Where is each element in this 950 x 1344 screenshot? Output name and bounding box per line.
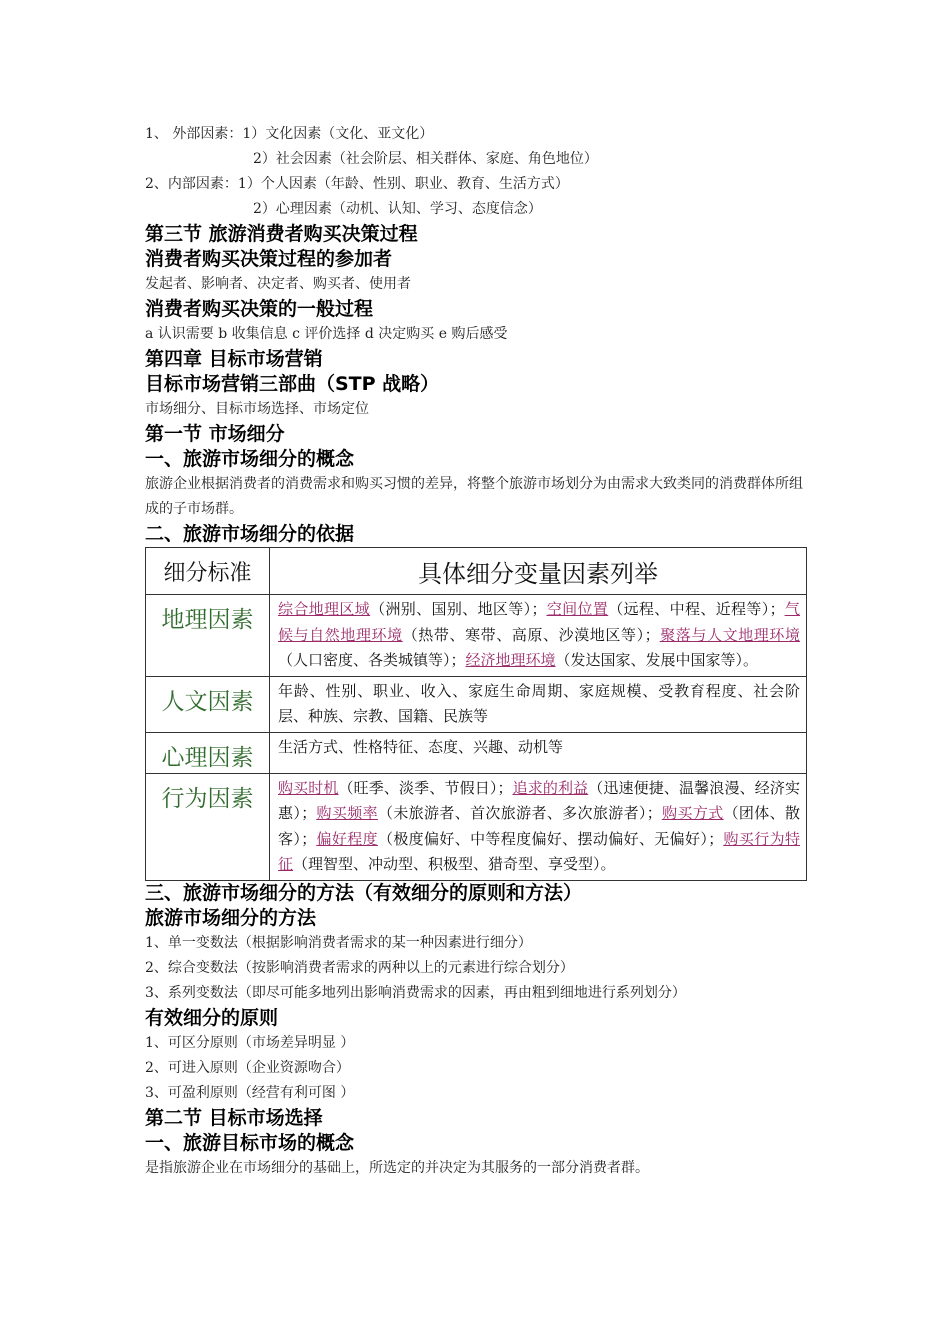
variable-detail: （热带、寒带、高原、沙漠地区等）；	[402, 625, 660, 644]
variable-keyword: 购买频率	[316, 804, 378, 822]
factor-line-2: 2）社会因素（社会阶层、相关群体、家庭、角色地位）	[253, 151, 598, 167]
variables-cell	[270, 773, 807, 880]
methods-subheading: 旅游市场细分的方法	[145, 906, 317, 929]
variable-detail: （发达国家、发展中国家等）。	[555, 651, 759, 669]
segmentation-concept-text: 旅游企业根据消费者的消费需求和购买习惯的差异，将整个旅游市场划分为由需求大致类同的消费群体所组成的子市场群。	[145, 476, 803, 517]
variable-detail: （远程、中程、近程等）；	[608, 600, 785, 618]
principle-item: 3、可盈利原则（经营有利可图 ）	[145, 1084, 355, 1101]
section-1-title: 第一节 市场细分	[145, 423, 285, 445]
segmentation-table	[145, 547, 807, 881]
participants-text: 发起者、影响者、决定者、购买者、使用者	[145, 276, 411, 292]
variables-cell	[270, 676, 807, 732]
variable-keyword: 聚落与人文地理环境	[659, 625, 800, 644]
section-2-title: 第二节 目标市场选择	[145, 1106, 323, 1129]
variable-detail: （团体、散客）；	[278, 804, 800, 848]
category-cell: 人文因素	[146, 676, 270, 732]
table-row	[146, 595, 807, 677]
variable-keyword: 购买方式	[661, 804, 724, 822]
stp-heading: 目标市场营销三部曲（STP 战略）	[145, 373, 440, 395]
variable-detail: （旺季、淡季、节假日）；	[338, 778, 513, 797]
variables-cell	[270, 732, 807, 773]
participants-heading: 消费者购买决策过程的参加者	[145, 248, 393, 270]
table-row	[146, 676, 807, 732]
table-header-row	[146, 548, 807, 595]
stp-text: 市场细分、目标市场选择、市场定位	[145, 401, 369, 417]
chapter-4-title: 第四章 目标市场营销	[145, 348, 323, 370]
process-text: a 认识需要 b 收集信息 c 评价选择 d 决定购买 e 购后感受	[145, 326, 508, 342]
methods-heading: 三、旅游市场细分的方法（有效细分的原则和方法）	[145, 881, 583, 904]
method-item: 1、单一变数法（根据影响消费者需求的某一种因素进行细分）	[145, 934, 532, 951]
variable-detail: 年龄、性别、职业、收入、家庭生命周期、家庭规模、受教育程度、社会阶层、种族、宗教、国籍、民族等	[278, 681, 800, 725]
principle-item: 2、可进入原则（企业资源吻合）	[145, 1059, 350, 1076]
variable-keyword: 经济地理环境	[465, 651, 556, 669]
segmentation-basis-heading: 二、旅游市场细分的依据	[145, 523, 355, 545]
target-market-concept-text: 是指旅游企业在市场细分的基础上，所选定的并决定为其服务的一部分消费者群。	[145, 1159, 649, 1176]
variable-keyword: 空间位置	[546, 600, 609, 618]
category-cell: 心理因素	[146, 732, 270, 773]
factor-line-4: 2）心理因素（动机、认知、学习、态度信念）	[253, 201, 542, 217]
variable-keyword: 购买时机	[278, 778, 339, 797]
segmentation-concept-heading: 一、旅游市场细分的概念	[145, 448, 355, 470]
variable-keyword: 综合地理区域	[278, 600, 371, 618]
variable-keyword: 气候与自然地理环境	[278, 600, 800, 644]
variable-detail: （迅速便捷、温馨浪漫、经济实惠）；	[278, 778, 800, 822]
variable-detail: 生活方式、性格特征、态度、兴趣、动机等	[278, 737, 564, 756]
table-header-variables: 具体细分变量因素列举	[270, 548, 807, 595]
variable-detail: （人口密度、各类城镇等）；	[278, 651, 466, 669]
variable-detail: （极度偏好、中等程度偏好、摆动偏好、无偏好）；	[377, 829, 724, 848]
table-row	[146, 773, 807, 880]
variable-keyword: 购买行为特征	[278, 829, 800, 873]
variable-detail: （洲别、国别、地区等）；	[370, 600, 547, 618]
variable-detail: （理智型、冲动型、积极型、猎奇型、享受型）。	[293, 855, 616, 873]
principles-heading: 有效细分的原则	[145, 1006, 279, 1029]
factor-line-1: 1、 外部因素：1）文化因素（文化、亚文化）	[145, 126, 434, 142]
factor-line-3: 2、内部因素：1）个人因素（年龄、性别、职业、教育、生活方式）	[145, 176, 569, 192]
table-header-standard: 细分标准	[146, 548, 270, 595]
process-heading: 消费者购买决策的一般过程	[145, 298, 374, 320]
section-3-title: 第三节 旅游消费者购买决策过程	[145, 223, 418, 245]
method-item: 2、综合变数法（按影响消费者需求的两种以上的元素进行综合划分）	[145, 959, 574, 976]
variable-detail: （未旅游者、首次旅游者、多次旅游者）；	[377, 804, 662, 822]
variable-keyword: 追求的利益	[512, 778, 589, 797]
category-cell: 地理因素	[146, 595, 270, 677]
variable-keyword: 偏好程度	[316, 829, 378, 848]
principle-item: 1、可区分原则（市场差异明显 ）	[145, 1034, 355, 1051]
category-cell: 行为因素	[146, 773, 270, 880]
target-market-concept-heading: 一、旅游目标市场的概念	[145, 1131, 355, 1154]
method-item: 3、系列变数法（即尽可能多地列出影响消费需求的因素，再由粗到细地进行系列划分）	[145, 984, 686, 1001]
document-page	[145, 122, 810, 1181]
table-row	[146, 732, 807, 773]
variables-cell	[270, 595, 807, 677]
